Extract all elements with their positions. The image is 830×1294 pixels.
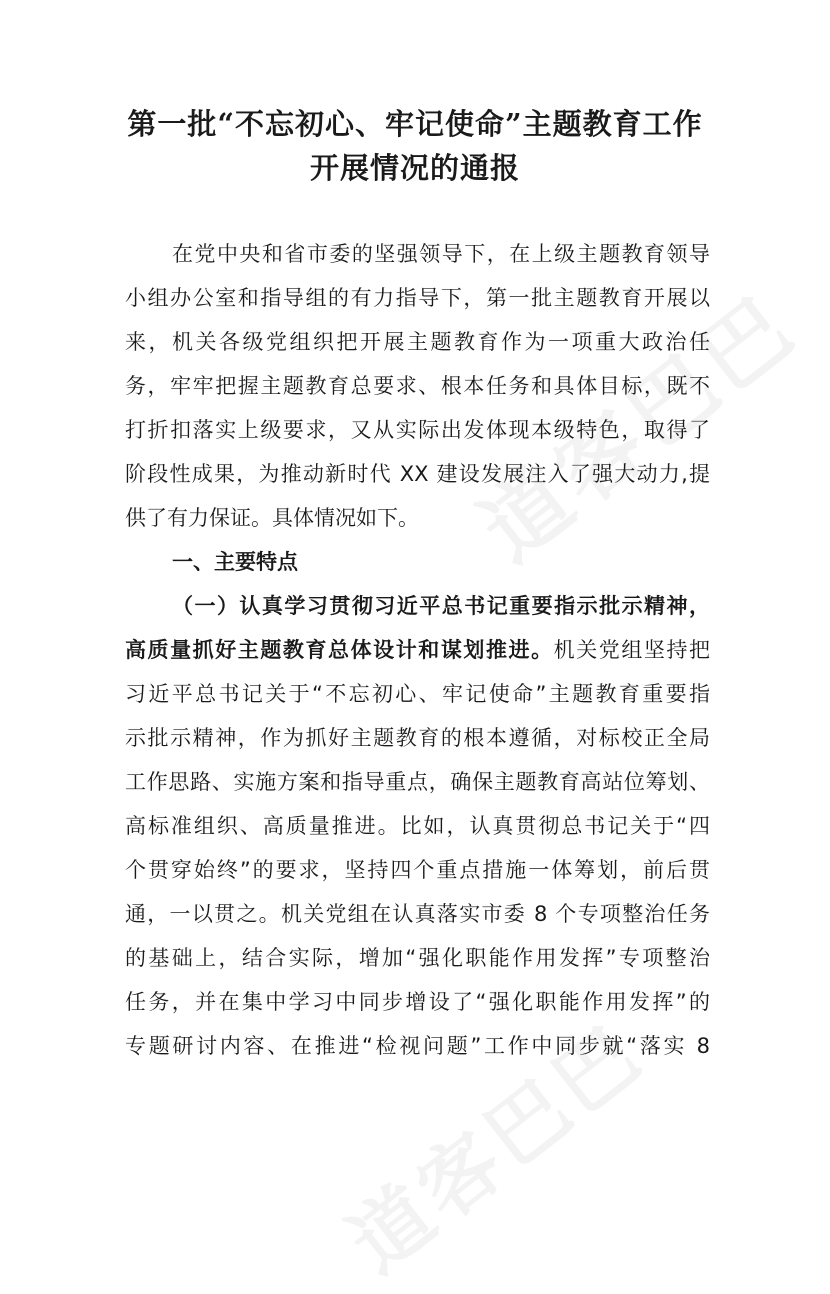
body-paragraph-line: 习近平总书记关于“不忘初心、牢记使命”主题教育重要指: [125, 682, 710, 706]
subsection-heading-line: （一）认真学习贯彻习近平总书记重要指示批示精神，: [172, 594, 710, 618]
intro-paragraph-line: 阶段性成果，为推动新时代 XX 建设发展注入了强大动力,提: [125, 462, 710, 486]
subsection-body-text: 机关党组坚持把: [553, 638, 711, 662]
body-paragraph-line: 通，一以贯之。机关党组在认真落实市委 8 个专项整治任务: [125, 902, 710, 926]
body-paragraph-line: 个贯穿始终”的要求，坚持四个重点措施一体筹划，前后贯: [125, 858, 710, 882]
body-paragraph-line: 高标准组织、高质量推进。比如，认真贯彻总书记关于“四: [125, 814, 710, 838]
intro-paragraph-line: 供了有力保证。具体情况如下。: [125, 506, 419, 530]
body-paragraph-line: 任务，并在集中学习中同步增设了“强化职能作用发挥”的: [125, 990, 710, 1014]
document-title-line-2: 开展情况的通报: [309, 151, 520, 185]
body-paragraph-line: 的基础上，结合实际，增加“强化职能作用发挥”专项整治: [125, 946, 710, 970]
subsection-heading-bold-text: 高质量抓好主题教育总体设计和谋划推进。: [125, 638, 554, 662]
intro-paragraph-line: 打折扣落实上级要求，又从实际出发体现本级特色，取得了: [125, 418, 710, 442]
subsection-heading-line-2: [125, 635, 710, 665]
body-paragraph-line: 专题研讨内容、在推进“检视问题”工作中同步就“落实 8: [125, 1034, 710, 1058]
intro-paragraph-line: 务，牢牢把握主题教育总要求、根本任务和具体目标，既不: [125, 374, 710, 398]
section-heading: 一、主要特点: [172, 550, 298, 574]
intro-paragraph-line: 小组办公室和指导组的有力指导下，第一批主题教育开展以: [125, 286, 710, 310]
body-paragraph-line: 工作思路、实施方案和指导重点，确保主题教育高站位筹划、: [125, 770, 710, 794]
document-title-line-1: 第一批“不忘初心、牢记使命”主题教育工作: [127, 107, 703, 141]
intro-paragraph-line: 在党中央和省市委的坚强领导下，在上级主题教育领导: [172, 242, 710, 266]
intro-paragraph-line: 来，机关各级党组织把开展主题教育作为一项重大政治任: [125, 330, 710, 354]
body-paragraph-line: 示批示精神，作为抓好主题教育的根本遵循，对标校正全局: [125, 726, 710, 750]
